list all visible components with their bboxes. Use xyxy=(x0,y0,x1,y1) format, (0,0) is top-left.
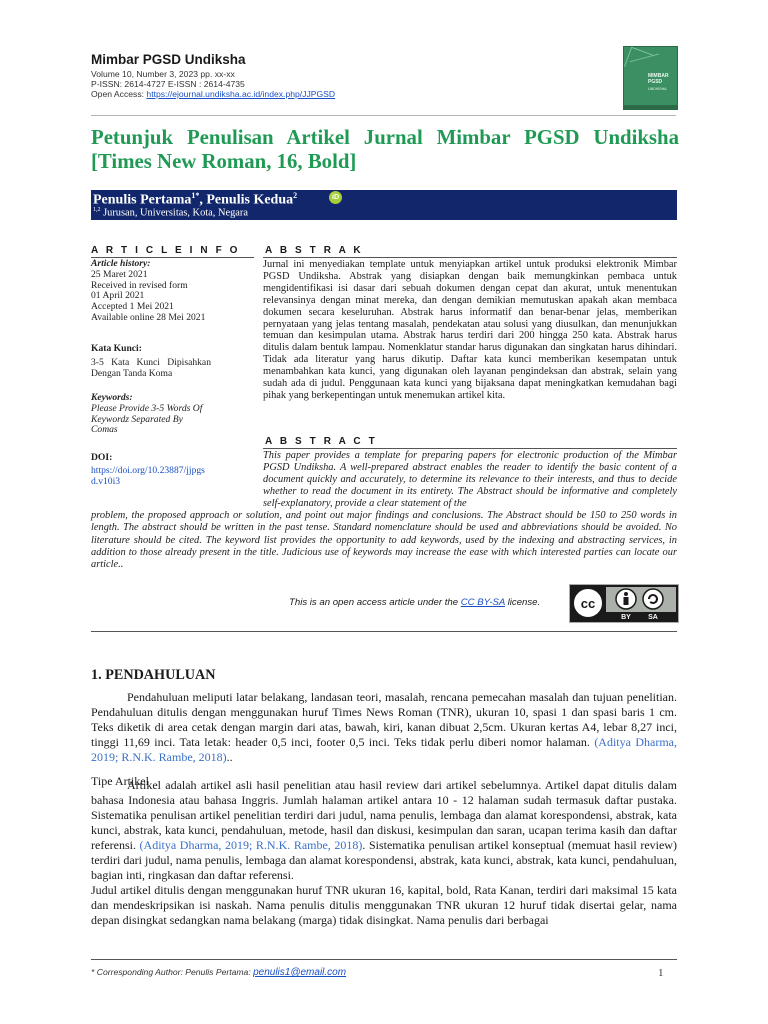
abstract-heading: A B S T R A C T xyxy=(265,436,378,447)
accepted-date: Accepted 1 Mei 2021 xyxy=(91,301,174,313)
kata-kunci-block xyxy=(91,344,261,379)
kata-kunci-line1: 3-5 Kata Kunci Dipisahkan xyxy=(91,356,211,368)
cc-badge-graphic xyxy=(570,585,678,622)
doi-label: DOI: xyxy=(91,452,113,463)
section-1-heading: 1. PENDAHULUAN xyxy=(91,667,216,683)
paragraph-3: Judul artikel ditulis dengan menggunakan huruf TNR ukuran 16, kapital, bold, Rata Kanan, terdiri dari maksimal 15 kata dan mendeskripsikan isi naskah. Nama penulis ditulis menggunakan TNR ukuran 12 huruf tidak disertai gelar, nama depan disingkat sedangkan nama belakang (marga) tidak disingkat. Nama penulis dari berbagai xyxy=(91,883,677,927)
page-number: 1 xyxy=(658,967,664,979)
cover-title: MIMBAR PGSD xyxy=(648,73,669,85)
author-1-sup: 1* xyxy=(191,191,200,200)
affiliation xyxy=(93,207,248,218)
kata-kunci-label: Kata Kunci: xyxy=(91,343,142,354)
abstract-text-part2: problem, the proposed approach or solution, and point out major findings and conclusions. The Abstract should be 150 to 250 words in length. The abstract should be written in the past tense. Standard nomenclature should be used and abbreviations should be avoided. No literature should be cited. The keyword list provides the opportunity to add keywords, used by the indexing and abstracting services, in addition to those already present in the title. Judicious use of keywords may increase the ease with which interested parties can locate our article.. xyxy=(91,510,677,571)
issn-line: P-ISSN: 2614-4727 E-ISSN : 2614-4735 xyxy=(91,79,245,89)
affiliation-text: Jurusan, Universitas, Kota, Negara xyxy=(100,207,248,219)
abstract-text-part1: This paper provides a template for preparing papers for electronic production of the Mimbar PGSD Undiksha. A well-prepared abstract enables the reader to identify the basic content of a document quickly and accurately, to determine its relevance to their interests, and thus to decide whether to read the document in its entirety. The Abstract should be informative and completely self-explanatory, provide a clear statement of the xyxy=(263,450,677,509)
author-2-sup: 2 xyxy=(293,191,298,200)
author-2: Penulis Kedua xyxy=(206,192,294,208)
footer-rule xyxy=(91,959,677,960)
cc-license-badge[interactable] xyxy=(569,584,679,623)
subsection-heading: Tipe Artikel xyxy=(91,774,149,788)
cc-by-sa-link[interactable]: CC BY-SA xyxy=(460,597,505,608)
received-date: 25 Maret 2021 xyxy=(91,268,148,280)
doi-link-line1[interactable]: https://doi.org/10.23887/jjpgs xyxy=(91,464,205,476)
keywords-label: Keywords: xyxy=(91,392,133,403)
body-rule xyxy=(91,631,677,632)
abstract-rule xyxy=(263,448,677,449)
license-text-before: This is an open access article under the xyxy=(289,597,461,608)
license-text-after: license. xyxy=(504,597,541,608)
article-info-heading: A R T I C L E I N F O xyxy=(91,245,241,256)
p2-text-b: . Sistematika penulisan artikel konseptual (memuat hasil review) terdiri dari judul, nama penulis, lembaga dan alamat korespondensi, abstrak, kata kunci, abstrak, kata kunci, pendahuluan, bagian inti, ringkasan dan daftar referensi. xyxy=(91,838,677,882)
author-separator: , xyxy=(199,192,207,208)
p2-text-a: Artikel adalah artikel asli hasil penelitian atau hasil review dari artikel sebelumnya. Artikel dapat ditulis dalam bahasa Indonesia atau bahasa Inggris. Jumlah halaman artikel antara 10 - 12 halaman sudah termasuk daftar pustaka. Sistematika penulisan artikel penelitian terdiri dari judul, nama penulis, lembaga dan alamat korespondensi, abstrak, kata kunci, abstrak, kata kunci, pendahuluan, metode, hasil dan diskusi, kesimpulan dan saran, ucapan terima kasih dan daftar referensi. xyxy=(91,778,677,852)
p2-citation[interactable]: (Aditya Dharma, 2019; R.N.K. Rambe, 2018) xyxy=(139,838,363,852)
affiliation-sup: 1,2 xyxy=(93,207,101,213)
corresponding-author xyxy=(91,967,346,978)
p1-citation[interactable]: (Aditya Dharma, 2019; R.N.K. Rambe, 2018) xyxy=(91,735,677,764)
article-history xyxy=(91,259,261,324)
author-email-link[interactable]: penulis1@email.com xyxy=(253,967,347,978)
revised-label: Received in revised form xyxy=(91,279,188,291)
sa-share-icon xyxy=(643,589,663,609)
keywords-line1: Please Provide 3-5 Words Of xyxy=(91,402,203,414)
open-access-line xyxy=(91,89,335,99)
orcid-icon[interactable]: iD xyxy=(329,191,342,204)
corresponding-label: * Corresponding Author: Penulis Pertama: xyxy=(91,967,254,977)
cc-label: cc xyxy=(580,596,596,611)
doi-link-line2[interactable]: d.v10i3 xyxy=(91,475,121,487)
journal-cover-thumbnail xyxy=(623,46,678,110)
header-divider xyxy=(91,115,676,116)
abstrak-rule xyxy=(263,257,677,258)
keywords-line3: Comas xyxy=(91,424,118,436)
author-names xyxy=(93,191,297,209)
sa-label: SA xyxy=(648,614,658,621)
volume-line: Volume 10, Number 3, 2023 pp. xx-xx xyxy=(91,69,235,79)
article-title-line2: [Times New Roman, 16, Bold] xyxy=(91,150,357,173)
open-access-label: Open Access: xyxy=(91,89,147,99)
p1-text: Pendahuluan meliputi latar belakang, landasan teori, masalah, rencana pemecahan masalah dan tujuan penelitian. Pendahuluan ditulis dengan menggunakan huruf Times News Roman (TNR), ukuran 10, spasi 1 dan spasi baris 1 cm. Teks diketik di area cetak dengan margin dari atas, bawah, kiri, kanan dibuat 2,5cm. Ukuran kertas A4, lebar 8,27 inci, tinggi 11,69 inci. Tata letak: header 0,5 inci, footer 0,5 inci. Teks tidak perlu diberi nomor halaman. xyxy=(91,690,677,749)
paragraph-1 xyxy=(91,690,677,765)
article-title-line1: Petunjuk Penulisan Artikel Jurnal Mimbar PGSD Undiksha xyxy=(91,126,679,149)
kata-kunci-line2: Dengan Tanda Koma xyxy=(91,367,173,379)
paragraph-2 xyxy=(91,778,677,883)
revised-date: 01 April 2021 xyxy=(91,290,145,302)
by-label: BY xyxy=(621,614,631,621)
author-1: Penulis Pertama xyxy=(93,192,192,208)
abstrak-heading: A B S T R A K xyxy=(265,245,364,256)
online-date: Available online 28 Mei 2021 xyxy=(91,311,206,323)
history-label: Article history: xyxy=(91,258,151,269)
license-statement xyxy=(289,597,540,608)
journal-name: Mimbar PGSD Undiksha xyxy=(91,52,246,67)
keywords-block xyxy=(91,393,261,436)
keywords-line2: Keywordz Separated By xyxy=(91,413,183,425)
doi-block xyxy=(91,453,261,487)
journal-url-link[interactable]: https://ejournal.undiksha.ac.id/index.php/JJPGSD xyxy=(146,89,336,99)
p1-end: .. xyxy=(226,750,233,764)
cover-subtitle: UNDIKSHA xyxy=(648,87,667,91)
abstrak-text: Jurnal ini menyediakan template untuk menyiapkan artikel untuk produksi elektronik Mimbar PGSD Undiksha. Abstrak yang disiapkan dengan baik memungkinkan pembaca untuk mengidentifikasi isi dasar dari sebuah dokumen dengan cepat dan akurat, untuk menentukan relevansinya dengan minat mereka, dan dengan demikian memutuskan apakah akan membaca dokumen secara keseluruhan. Abstrak harus informatif dan benar-benar jelas, memberikan pernyataan yang jelas tentang masalah, pendekatan atau solusi yang diusulkan, dan menunjukkan temuan dan kesimpulan utama. Abstrak harus terdiri dari 200 hingga 250 kata. Abstrak harus ditulis dalam bentuk lampau. Nomenklatur standar harus digunakan dan singkatan harus dihindari. Tidak ada literatur yang harus dikutip. Daftar kata kunci memberikan kesempatan untuk menambahkan kata kunci, yang digunakan oleh layanan pengindeksan dan abstrak, selain yang sudah ada di judul. Penggunaan kata kunci yang bijaksana dapat meningkatkan kemudahan bagi pihak yang berkepentingan untuk menemukan artikel kita. xyxy=(263,259,677,401)
